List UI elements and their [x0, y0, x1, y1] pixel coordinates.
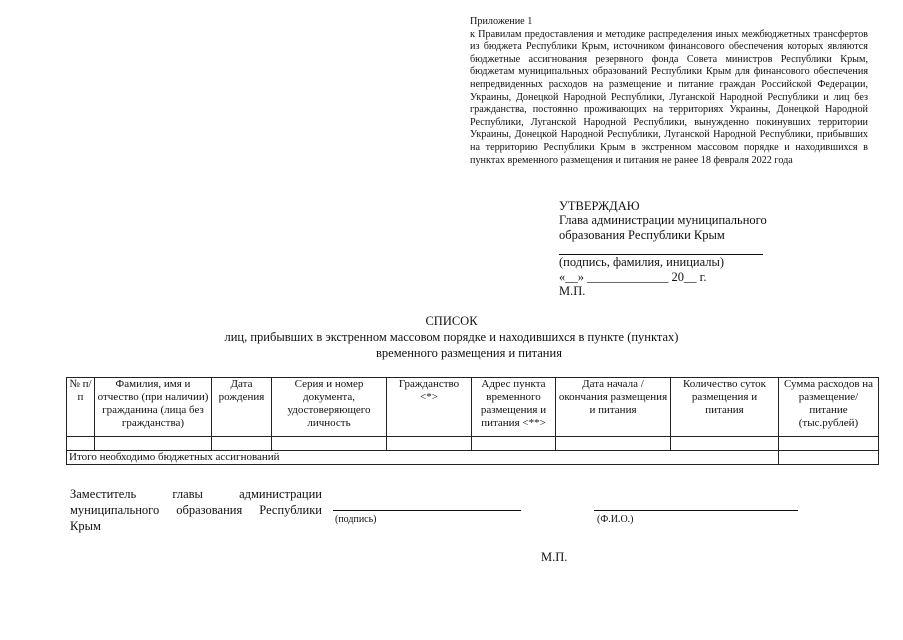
- table-cell: [779, 437, 879, 451]
- header-citizenship: Гражданство <*>: [387, 378, 472, 437]
- list-title-line2: лиц, прибывших в экстренном массовом порядке и находившихся в пункте (пунктах): [224, 330, 679, 344]
- total-label: Итого необходимо бюджетных ассигнований: [67, 451, 779, 465]
- appendix-text: к Правилам предоставления и методике распределения иных межбюджетных трансфертов из бюджета Республики Крым, источником финансового обеспечения которых являются бюджетные ассигнования резервного фонда Совета министров Республики Крым, бюджетам муниципальных образований Республики Крым для финансового обеспечения непредвиденных расходов на размещение и питание граждан Российской Федерации, Украины, Донецкой Народной Республики, Луганской Народной Республики и лиц без гражданства, постоянно проживающих на территориях Украины, Донецкой Народной Республики, Луганской Народной Республики, вынужденно покинувших территории Украины, Донецкой Народной Республики, Луганской Народной Республики, прибывших на территорию Республики Крым в экстренном массовом порядке и находившихся в пунктах временного размещения и питания не ранее 18 февраля 2022 года: [470, 28, 868, 166]
- table-cell: [67, 437, 95, 451]
- appendix-header: Приложение 1: [470, 16, 533, 27]
- table-row: [67, 437, 879, 451]
- header-address: Адрес пункта временного размещения и питания <**>: [472, 378, 556, 437]
- name-line: [594, 510, 798, 511]
- table-total-row: [67, 451, 879, 465]
- table-cell: [387, 437, 472, 451]
- appendix-block: [470, 16, 868, 167]
- footer-stamp: М.П.: [541, 550, 568, 564]
- approval-signature-line: [559, 242, 763, 255]
- list-title-line1: СПИСОК: [425, 314, 478, 328]
- header-birth-date: Дата рождения: [212, 378, 272, 437]
- table-cell: [95, 437, 212, 451]
- approval-date-line: «__» _____________ 20__ г.: [559, 269, 707, 284]
- total-value-cell: [779, 451, 879, 465]
- name-caption: (Ф.И.О.): [597, 514, 634, 525]
- table-cell: [472, 437, 556, 451]
- list-title-line3: временного размещения и питания: [376, 346, 562, 360]
- table-cell: [272, 437, 387, 451]
- table-header-row: [67, 378, 879, 437]
- header-document: Серия и номер документа, удостоверяющего личность: [272, 378, 387, 437]
- table-cell: [671, 437, 779, 451]
- list-title: [0, 313, 903, 361]
- table-cell: [212, 437, 272, 451]
- approval-stamp: М.П.: [559, 284, 586, 299]
- persons-table: [66, 377, 879, 465]
- approval-position-line2: образования Республики Крым: [559, 227, 725, 242]
- deputy-title: Заместитель главы администрации муниципального образования Республики Крым: [70, 487, 322, 533]
- header-amount: Сумма расходов на размещение/ питание (тыс.рублей): [779, 378, 879, 437]
- approval-title: УТВЕРЖДАЮ: [559, 199, 640, 213]
- table-cell: [556, 437, 671, 451]
- header-dates: Дата начала /окончания размещения и питания: [556, 378, 671, 437]
- approval-signature-caption: (подпись, фамилия, инициалы): [559, 255, 725, 270]
- signature-caption: (подпись): [335, 514, 377, 525]
- approval-block: [559, 199, 819, 298]
- approval-position-line1: Глава администрации муниципального: [559, 213, 767, 228]
- header-full-name: Фамилия, имя и отчество (при наличии) гражданина (лица без гражданства): [95, 378, 212, 437]
- header-number: № п/п: [67, 378, 95, 437]
- signature-line: [333, 510, 521, 511]
- header-days: Количество суток размещения и питания: [671, 378, 779, 437]
